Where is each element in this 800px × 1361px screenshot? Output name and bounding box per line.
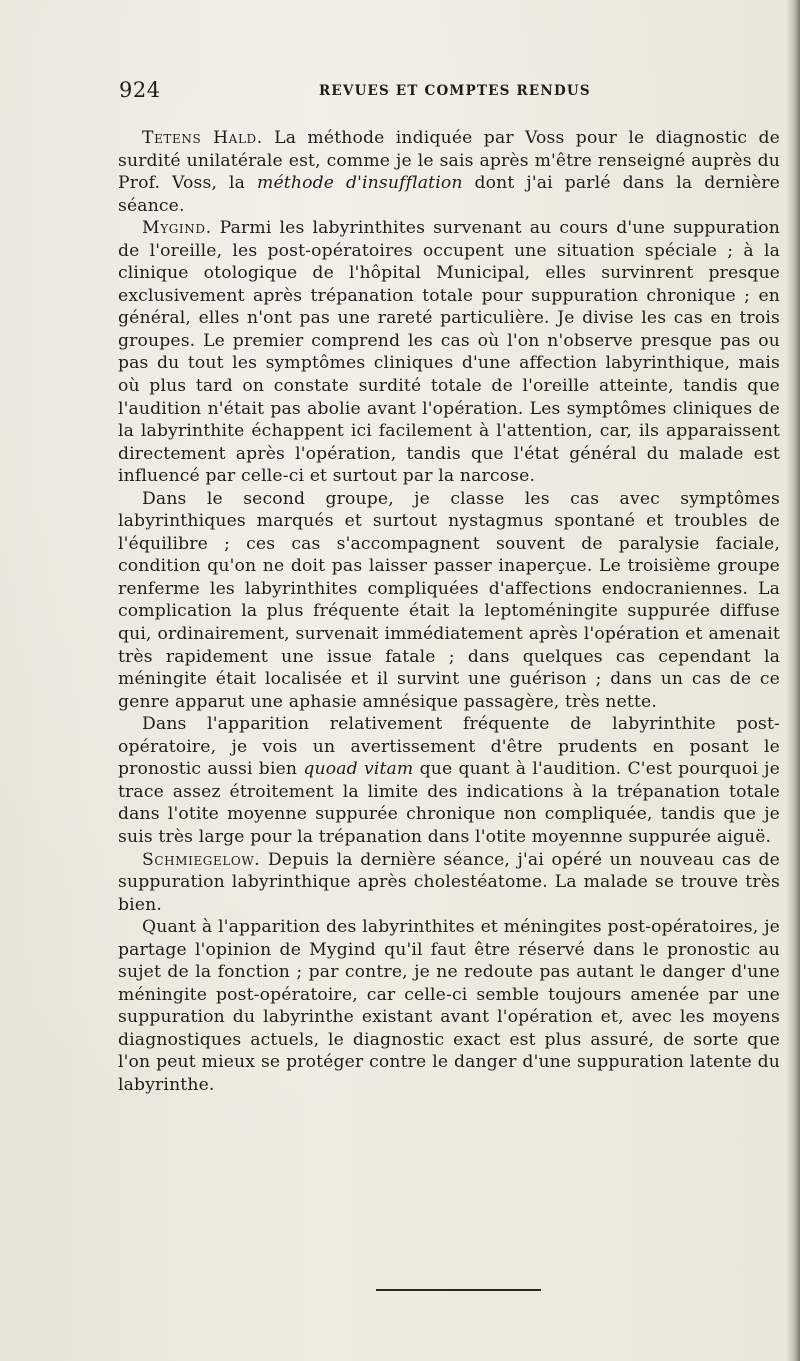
paragraph: Tetens Hald. La méthode indiquée par Voss pour le diagnostic de surdité unilatérale est, comme je le sais après m'être renseigné auprès du Prof. Voss, la méthode d'insufflation dont j'ai parlé dans la dernière séance. [118, 128, 781, 216]
paragraph: Dans l'apparition relativement fréquente de labyrinthite post-opératoire, je vois un avertissement d'être prudents en posant le pronostic aussi bien quoad vitam que quant à l'audition. C'est pourquoi je trace assez étroitement la limite des indications à la trépanation totale dans l'otite moyenne suppurée chronique non compliquée, tandis que je suis très large pour la trépanation dans l'otite moyennne suppurée aiguë. [118, 714, 780, 847]
speaker-name: Mygind. [142, 218, 212, 239]
page-header [119, 80, 779, 104]
section-end-rule [376, 1289, 541, 1291]
speaker-name: Tetens Hald. [142, 128, 263, 148]
paragraph: Dans le second groupe, je classe les cas avec symptômes labyrinthiques marqués et surtout nystagmus spontané et troubles de l'équilibre ; ces cas s'accompagnent souvent de paralysie faciale, condition qu'on ne doit pas laisser passer inaperçue. Le troisième groupe renferme les labyrinthites compliquées d'affections endocraniennes. La complication la plus fréquente était la leptoméningite suppurée diffuse qui, ordinairement, survenait immédiatement après l'opération et amenait très rapidement une issue fatale ; dans quelques cas cependant la méningite était localisée et il survint une guérison ; dans un cas de ce genre apparut une aphasie amnésique passagère, très nette. [118, 488, 780, 712]
speaker-name: Schmiegelow. [142, 849, 261, 870]
page-edge-shadow [786, 0, 800, 1361]
page-number: 924 [119, 78, 161, 102]
running-head: REVUES ET COMPTES RENDUS [319, 83, 591, 99]
body-text [118, 127, 780, 1097]
emphasis: méthode d'insufflation [257, 173, 463, 194]
paragraph: Quant à l'apparition des labyrinthites et méningites post-opératoires, je partage l'opinion de Mygind qu'il faut être réservé dans le pronostic au sujet de la fonction ; par contre, je ne redoute pas autant le danger d'une méningite post-opératoire, car celle-ci semble toujours amenée par une suppuration du labyrinthe existant avant l'opération et, avec les moyens diagnostiques actuels, le diagnostic exact est plus assuré, de sorte que l'on peut mieux se protéger contre le danger d'une suppuration latente du labyrinthe. [118, 917, 780, 1095]
paragraph: Mygind. Parmi les labyrinthites survenant au cours d'une suppuration de l'oreille, les post-opératoires occupent une situation spéciale ; à la clinique otologique de l'hôpital Municipal, elles survinrent presque exclusivement après trépanation totale pour suppuration chronique ; en général, elles n'ont pas une rareté particulière. Je divise les cas en trois groupes. Le premier comprend les cas où l'on n'observe presque pas ou pas du tout les symptômes cliniques d'une affection labyrinthique, mais où plus tard on constate surdité totale de l'oreille atteinte, tandis que l'audition n'était pas abolie avant l'opération. Les symptômes cliniques de la labyrinthite échappent ici facilement à l'attention, car, ils apparaissent directement après l'opération, tandis que l'état général du malade est influencé par celle-ci et surtout par la narcose. [118, 218, 780, 487]
paragraph: Schmiegelow. Depuis la dernière séance, j'ai opéré un nouveau cas de suppuration labyrinthique après cholestéatome. La malade se trouve très bien. [118, 849, 780, 915]
emphasis: quoad vitam [303, 759, 414, 780]
